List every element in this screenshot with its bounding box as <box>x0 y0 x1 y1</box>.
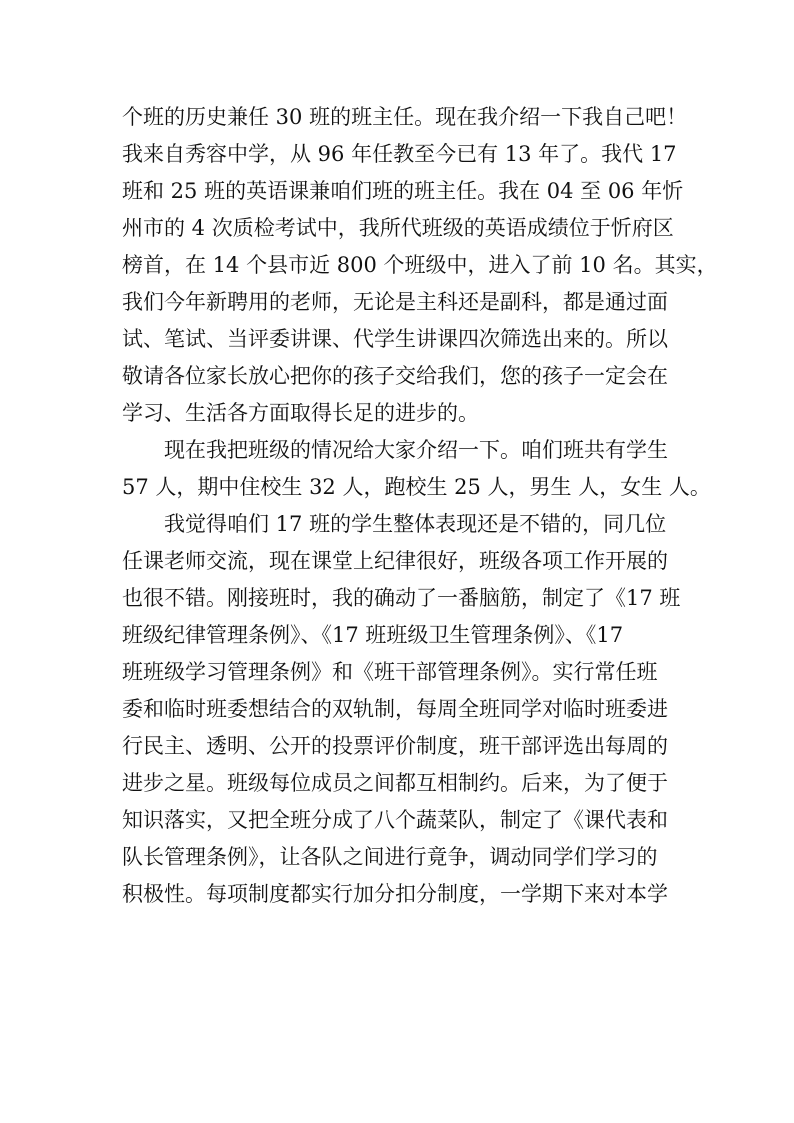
text-line: 州市的 4 次质检考试中，我所代班级的英语成绩位于忻府区 <box>122 216 674 240</box>
text-line: 班和 25 班的英语课兼咱们班的班主任。我在 04 至 06 年忻 <box>122 179 684 203</box>
text-line: 任课老师交流，现在课堂上纪律很好，班级各项工作开展的 <box>122 549 668 573</box>
paragraph-start-line: 我觉得咱们 17 班的学生整体表现还是不错的，同几位 <box>164 512 667 536</box>
text-line: 进步之星。班级每位成员之间都互相制约。后来，为了便于 <box>122 771 668 795</box>
text-line: 57 人，期中住校生 32 人，跑校生 25 人，男生 人，女生 人。 <box>122 475 711 499</box>
text-line: 学习、生活各方面取得长足的进步的。 <box>122 401 479 425</box>
text-line: 个班的历史兼任 30 班的班主任。现在我介绍一下我自己吧！ <box>122 105 688 129</box>
text-line: 我来自秀容中学，从 96 年任教至今已有 13 年了。我代 17 <box>122 142 677 166</box>
body-text <box>122 99 718 913</box>
text-line: 积极性。每项制度都实行加分扣分制度，一学期下来对本学 <box>122 882 668 906</box>
text-line: 班级纪律管理条例》、《17 班班级卫生管理条例》、《17 <box>122 623 624 647</box>
text-line: 试、笔试、当评委讲课、代学生讲课四次筛选出来的。所以 <box>122 327 668 351</box>
text-line: 敬请各位家长放心把你的孩子交给我们，您的孩子一定会在 <box>122 364 668 388</box>
text-line: 也很不错。刚接班时，我的确动了一番脑筋，制定了《17 班 <box>122 586 681 610</box>
text-line: 知识落实，又把全班分成了八个蔬菜队，制定了《课代表和 <box>122 808 668 832</box>
text-line: 我们今年新聘用的老师，无论是主科还是副科，都是通过面 <box>122 290 668 314</box>
text-line: 委和临时班委想结合的双轨制，每周全班同学对临时班委进 <box>122 697 668 721</box>
text-line: 班班级学习管理条例》和《班干部管理条例》。实行常任班 <box>122 660 658 684</box>
text-line: 行民主、透明、公开的投票评价制度，班干部评选出每周的 <box>122 734 668 758</box>
text-line: 队长管理条例》，让各队之间进行竟争，调动同学们学习的 <box>122 845 658 869</box>
text-line: 榜首，在 14 个县市近 800 个班级中，进入了前 10 名。其实， <box>122 253 718 277</box>
paragraph-start-line: 现在我把班级的情况给大家介绍一下。咱们班共有学生 <box>164 438 668 462</box>
